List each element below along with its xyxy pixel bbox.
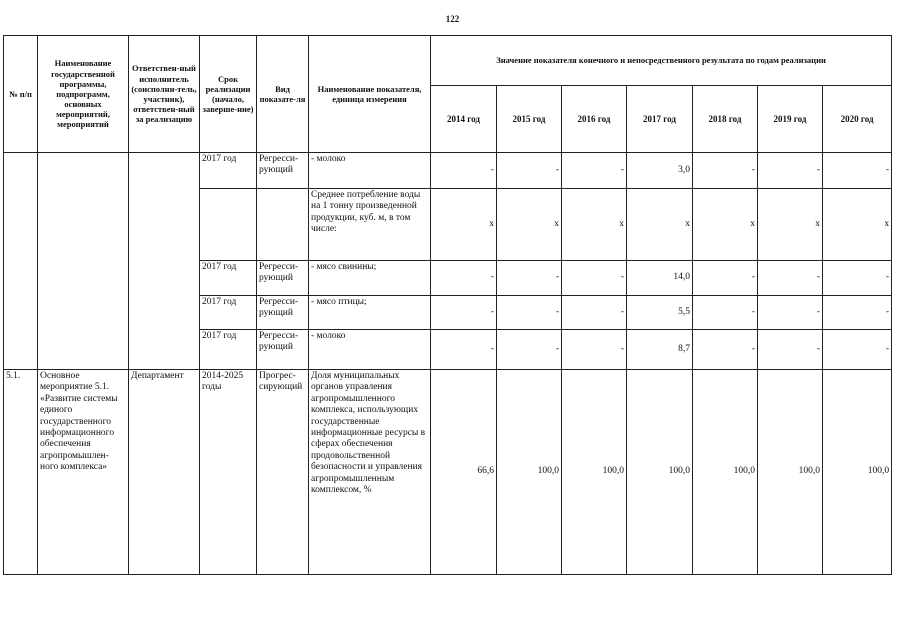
cell-term	[200, 189, 257, 261]
cell-kind: Регресси-рующий	[257, 153, 309, 189]
cell-kind: Регресси-рующий	[257, 261, 309, 296]
cell-kind: Регресси-рующий	[257, 330, 309, 370]
cell-term: 2017 год	[200, 296, 257, 330]
header-year: 2017 год	[627, 86, 693, 153]
cell-value: -	[693, 330, 758, 370]
header-year: 2016 год	[562, 86, 627, 153]
page-number: 122	[445, 14, 460, 24]
cell-indicator: - мясо свинины;	[309, 261, 431, 296]
cell-value: -	[693, 296, 758, 330]
cell-value: -	[823, 153, 892, 189]
cell-value: 8,7	[627, 330, 693, 370]
cell-indicator: - мясо птицы;	[309, 296, 431, 330]
header-kind: Вид показате-ля	[257, 36, 309, 153]
cell-value: -	[758, 296, 823, 330]
header-year: 2018 год	[693, 86, 758, 153]
cell-value: -	[562, 296, 627, 330]
cell-value: -	[497, 153, 562, 189]
cell-value: х	[758, 189, 823, 261]
cell-indicator: - молоко	[309, 330, 431, 370]
cell-indicator: - молоко	[309, 153, 431, 189]
cell-value: х	[693, 189, 758, 261]
cell-value: 100,0	[627, 370, 693, 575]
cell-value: 66,6	[431, 370, 497, 575]
measure-kind: Прогрес-сирующий	[257, 370, 309, 575]
measure-indicator: Доля муниципальных органов управления агропромышленного комплекса, использующих государственные информационные ресурсы в сферах обеспечения продовольственной безопасности и управления агропромышленным комплексом, %	[309, 370, 431, 575]
measure-term: 2014-2025 годы	[200, 370, 257, 575]
header-year: 2014 год	[431, 86, 497, 153]
measure-exec: Департамент	[129, 370, 200, 575]
cell-value: -	[823, 330, 892, 370]
indicators-table	[3, 35, 892, 575]
cell-value: х	[627, 189, 693, 261]
cell-value: 5,5	[627, 296, 693, 330]
cell-exec	[129, 153, 200, 370]
cell-value: х	[562, 189, 627, 261]
cell-value: -	[693, 261, 758, 296]
cell-value: -	[431, 261, 497, 296]
cell-value: -	[562, 261, 627, 296]
cell-value: -	[497, 261, 562, 296]
cell-value: х	[497, 189, 562, 261]
measure-name: Основное мероприятие 5.1. «Развитие системы единого государственного информационного обеспечения агропромышлен-ного комплекса»	[38, 370, 129, 575]
cell-value: 100,0	[562, 370, 627, 575]
cell-value: -	[497, 330, 562, 370]
header-term: Срок реализации (начало, заверше-ние)	[200, 36, 257, 153]
cell-term: 2017 год	[200, 330, 257, 370]
cell-value: 100,0	[758, 370, 823, 575]
header-year: 2020 год	[823, 86, 892, 153]
cell-term: 2017 год	[200, 261, 257, 296]
cell-value: -	[823, 296, 892, 330]
cell-value: 100,0	[497, 370, 562, 575]
header-name: Наименование государственной программы, подпрограмм, основных мероприятий, мероприятий	[38, 36, 129, 153]
table-row	[4, 370, 892, 575]
cell-value: -	[693, 153, 758, 189]
header-exec: Ответствен-ный исполнитель (соисполни-тель, участник), ответствен-ный за реализацию	[129, 36, 200, 153]
cell-value: -	[562, 153, 627, 189]
cell-value: х	[431, 189, 497, 261]
cell-value: 100,0	[693, 370, 758, 575]
cell-value: 14,0	[627, 261, 693, 296]
table-row	[4, 153, 892, 189]
cell-value: 100,0	[823, 370, 892, 575]
cell-value: 3,0	[627, 153, 693, 189]
cell-value: -	[431, 296, 497, 330]
cell-value: -	[431, 330, 497, 370]
cell-name	[38, 153, 129, 370]
cell-value: -	[758, 261, 823, 296]
header-year: 2015 год	[497, 86, 562, 153]
cell-num	[4, 153, 38, 370]
cell-value: -	[431, 153, 497, 189]
header-values: Значение показателя конечного и непосредственного результата по годам реализации	[431, 36, 892, 86]
cell-value: -	[758, 153, 823, 189]
cell-indicator: Среднее потребление воды на 1 тонну произведенной продукции, куб. м, в том числе:	[309, 189, 431, 261]
measure-num: 5.1.	[4, 370, 38, 575]
cell-value: -	[497, 296, 562, 330]
header-year: 2019 год	[758, 86, 823, 153]
cell-value: -	[758, 330, 823, 370]
cell-value: -	[562, 330, 627, 370]
cell-kind: Регресси-рующий	[257, 296, 309, 330]
header-num: № п/п	[4, 36, 38, 153]
cell-value: -	[823, 261, 892, 296]
cell-kind	[257, 189, 309, 261]
cell-term: 2017 год	[200, 153, 257, 189]
header-indicator: Наименование показателя, единица измерения	[309, 36, 431, 153]
cell-value: х	[823, 189, 892, 261]
